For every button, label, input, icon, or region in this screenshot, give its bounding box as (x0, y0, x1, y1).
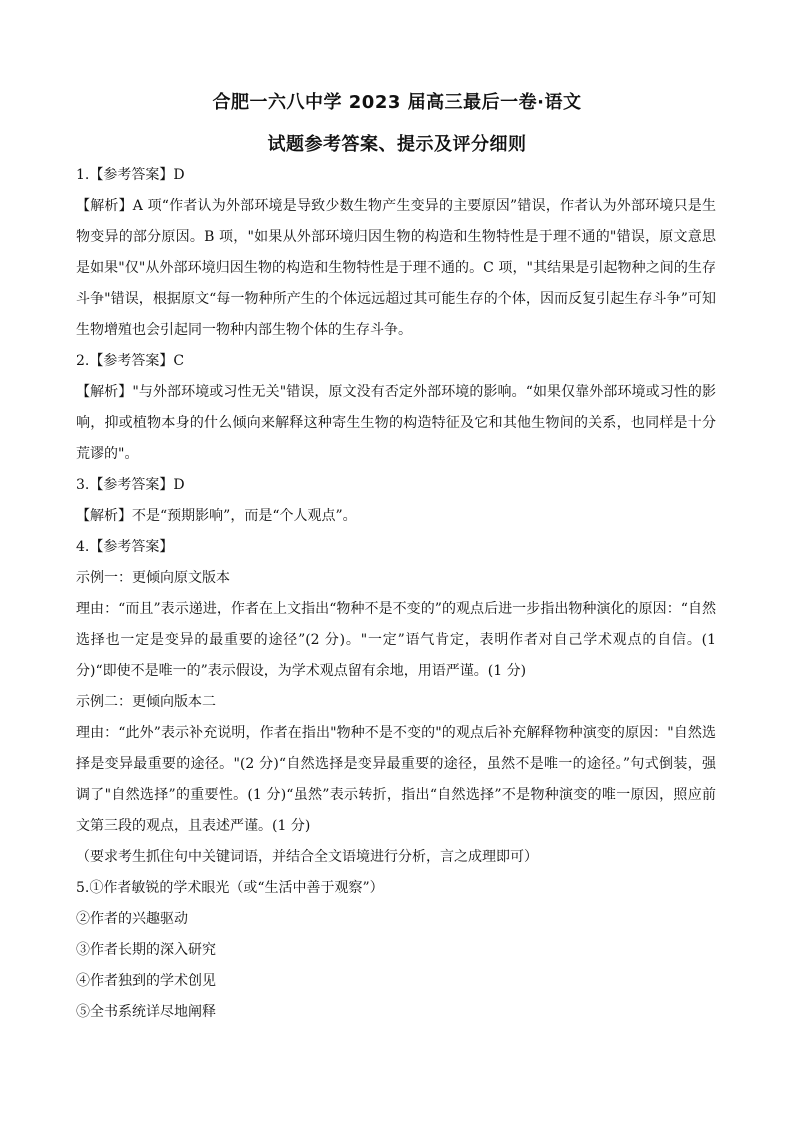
q4-example2-reason: 理由：“此外”表示补充说明，作者在指出"物种不是不变的"的观点后补充解释物种演变的原因："自然选择是变异最重要的途径。"(2 分)“自然选择是变异最重要的途径，虽然不是唯一的途径。”句式倒装，强调了"自然选择”的重要性。(1 分)“虽然”表示转折，指出“自然选择”不是物种演变的唯一原因，照应前文第三段的观点，且表述严谨。(1 分) (76, 725, 716, 834)
q5-point: ③作者长期的深入研究 (76, 942, 216, 958)
q4-heading: 4.【参考答案】 (76, 539, 174, 555)
document-subtitle: 试题参考答案、提示及评分细则 (267, 134, 527, 155)
q2-answer: 2.【参考答案】C (76, 353, 185, 369)
q4-example2-label: 示例二：更倾向版本二 (76, 694, 216, 710)
q4-note: （要求考生抓住句中关键词语，并结合全文语境进行分析，言之成理即可） (76, 849, 538, 865)
q3-answer: 3.【参考答案】D (76, 477, 185, 493)
answer-body (76, 160, 716, 1028)
document-title: 合肥一六八中学 2023 届高三最后一卷·语文 (212, 92, 582, 113)
q4-example1-reason: 理由：“而且”表示递进，作者在上文指出“物种不是不变的”的观点后进一步指出物种演化的原因：“自然选择也一定是变异的最重要的途径”(2 分)。"一定”语气肯定，表明作者对自己学术观点的自信。(1 分)“即使不是唯一的”表示假设，为学术观点留有余地，用语严谨。(1 分) (76, 601, 716, 679)
q5-point: 5.①作者敏锐的学术眼光（或“生活中善于观察”） (76, 880, 384, 896)
q1-analysis: 【解析】A 项“作者认为外部环境是导致少数生物产生变异的主要原因”错误，作者认为外部环境只是生物变异的部分原因。B 项，"如果从外部环境归因生物的构造和生物特性是于理不通的"错误，原文意思是如果"仅"从外部环境归因生物的构造和生物特性是于理不通的。C 项，"其结果是引起物种之间的生存斗争"错误，根据原文“每一物种所产生的个体远远超过其可能生存的个体，因而反复引起生存斗争”可知生物增殖也会引起同一物种内部生物个体的生存斗争。 (76, 198, 716, 338)
q5-point: ⑤全书系统详尽地阐释 (76, 1004, 216, 1020)
q1-answer: 1.【参考答案】D (76, 167, 185, 183)
q5-point: ②作者的兴趣驱动 (76, 911, 188, 927)
q3-analysis: 【解析】不是“预期影响”，而是“个人观点”。 (76, 508, 357, 524)
q5-point: ④作者独到的学术创见 (76, 973, 216, 989)
q4-example1-label: 示例一：更倾向原文版本 (76, 570, 230, 586)
q2-analysis: 【解析】"与外部环境或习性无关"错误，原文没有否定外部环境的影响。“如果仅靠外部环境或习性的影响，抑或植物本身的什么倾向来解释这种寄生生物的构造特征及它和其他生物间的关系，也同样是十分荒谬的"。 (76, 384, 716, 462)
